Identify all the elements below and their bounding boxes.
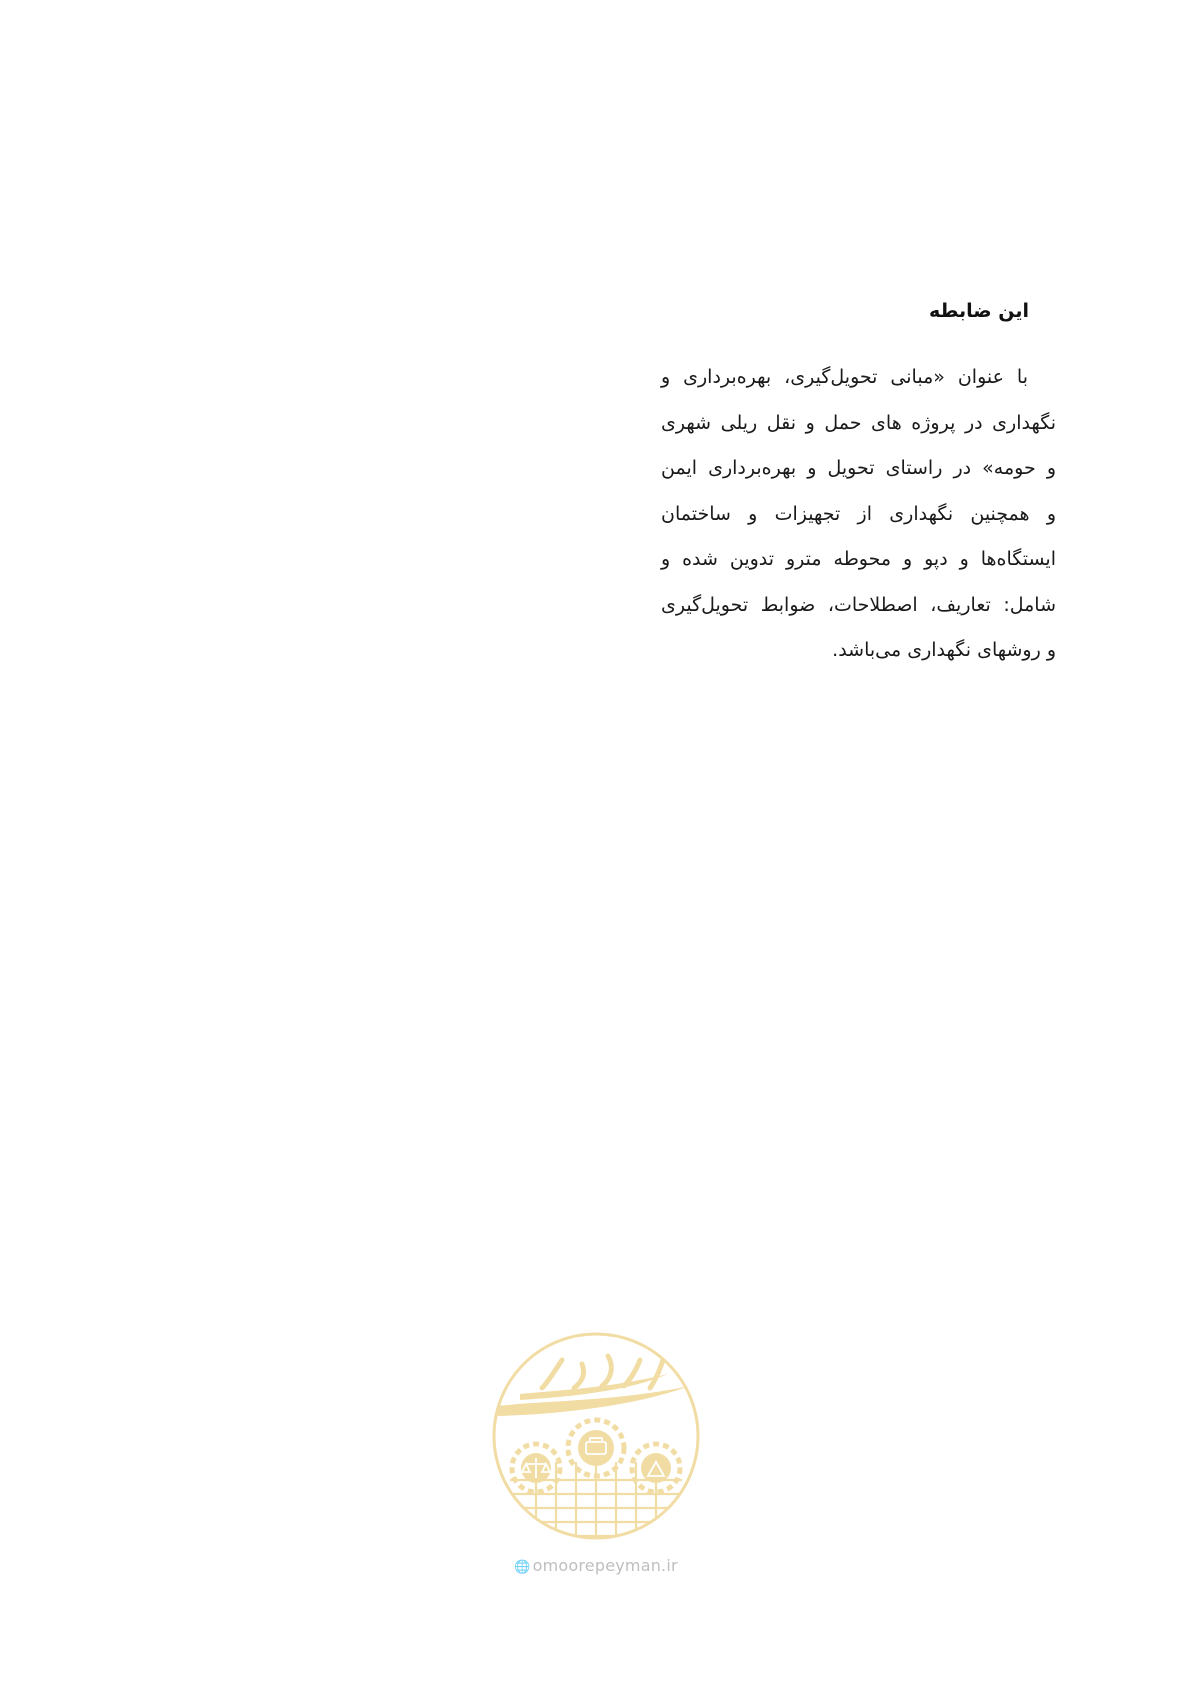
body-line: و روشهای نگهداری می‌باشد.	[832, 639, 1056, 661]
body-line: و حومه» در راستای تحویل و بهره‌برداری ایمن	[661, 457, 1056, 479]
body-line: و همچنین نگهداری از تجهیزات و ساختمان	[661, 502, 1056, 525]
watermark	[490, 1330, 702, 1600]
section-heading: این ضابطه	[928, 300, 1029, 322]
body-line: با عنوان «مبانی تحویل‌گیری، بهره‌برداری و	[661, 366, 1028, 388]
body-line: ایستگاه‌ها و دپو و محوطه مترو تدوین شده و	[661, 548, 1056, 570]
body-line: شامل: تعاریف، اصطلاحات، ضوابط تحویل‌گیری	[661, 593, 1056, 616]
watermark-url: 🌐 omoorepeyman.ir	[514, 1556, 678, 1575]
globe-icon: 🌐	[514, 1560, 531, 1575]
section-body	[661, 355, 1056, 674]
watermark-logo	[490, 1330, 702, 1542]
body-line: نگهداری در پروژه های حمل و نقل ریلی شهری	[661, 411, 1056, 434]
